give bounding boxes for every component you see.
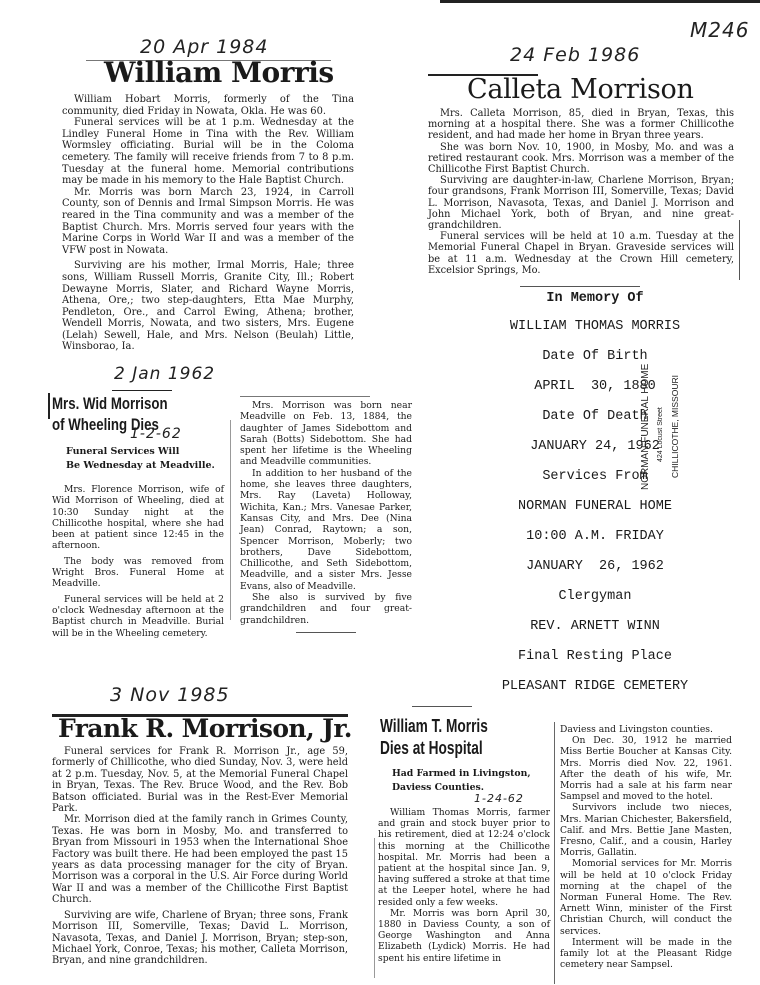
birth-date: APRIL 30, 1880 bbox=[534, 379, 656, 394]
date-note: 20 Apr 1984 bbox=[140, 36, 269, 58]
paragraph: Surviving are wife, Charlene of Bryan; three sons, Frank Morrison III, Somerville, Texas; David L. Morrison, Navasota, Texas, and Daniel J. Morrison, Bryan; step-son, Michael York, Conroe, Texas; his mother, Calleta Morrison, Bryan, and nine grandchildren. bbox=[52, 909, 348, 967]
paragraph: Interment will be made in the family lot at the Pleasant Ridge cemetery near Sampsel. bbox=[560, 936, 732, 971]
paragraph: Mr. Morrison died at the family ranch in Grimes County, Texas. He was born in Mosby, Mo. and transferred to Bryan from Missouri in 1953 when the International Shoe Factory was built there. He had been employed the past 15 years as data processing manager for the city of Bryan. Morrison was a corporal in the U.S. Air Force during World War II and was a member of the Chillicothe First Baptist Church. bbox=[52, 814, 348, 906]
headline: Calleta Morrison bbox=[467, 74, 694, 105]
article-body bbox=[62, 94, 354, 353]
headline: of Wheeling Dies bbox=[52, 415, 159, 434]
resting-place: PLEASANT RIDGE CEMETERY bbox=[501, 679, 689, 694]
subheadline: Daviess Counties. bbox=[392, 782, 484, 793]
services-date: JANUARY 26, 1962 bbox=[526, 559, 664, 574]
paragraph: Mr. Morris was born March 23, 1924, in Carroll County, son of Dennis and Irmal Simpson Morris. He was reared in the Tina community and was a member of the Baptist Church. Mrs. Morris served four years with the Marine Corps in World War II and was a member of the VFW post in Nowata. bbox=[62, 186, 354, 256]
label-death: Date Of Death bbox=[542, 409, 648, 424]
column-rule bbox=[48, 393, 50, 419]
article-body bbox=[428, 108, 734, 276]
paragraph: Surviving are daughter-in-law, Charlene Morrison, Bryan; four grandsons, Frank Morrison III, Somerville, Texas; David L. Morrison, Navasota, Texas, and Daniel J. Morrison and John Michael York, both of Bryan, and nine great-grandchildren. bbox=[428, 175, 734, 232]
column-rule bbox=[374, 838, 375, 978]
label-birth: Date Of Birth bbox=[542, 349, 648, 364]
subheadline: Had Farmed in Livingston, bbox=[392, 768, 531, 779]
paragraph: Funeral services will be at 1 p.m. Wednesday at the Lindley Funeral Home in Tina with the Rev. William Wormsley officiating. Burial will be in the Coloma cemetery. The family will receive friends from 7 to 8 p.m. Tuesday at the funeral home. Memorial contributions may be made in his memory to the Hale Baptist Church. bbox=[62, 117, 354, 187]
article-column-2 bbox=[240, 400, 412, 626]
page-reference: M246 bbox=[690, 18, 750, 42]
paragraph: Mr. Morris was born April 30, 1880 in Daviess County, a son of George Washington and Anna Elizabeth (Lydick) Morris. He had spent his entire lifetime in bbox=[378, 907, 550, 964]
paragraph: Momorial services for Mr. Morris will be held at 10 o'clock Friday morning at the chapel of the Norman Funeral Home. The Rev. Arnett Winn, minister of the First Christian Church, will conduct the services. bbox=[560, 858, 732, 937]
headline: William Morris bbox=[104, 56, 334, 89]
paragraph: The body was removed from Wright Bros. Funeral Home at Meadville. bbox=[52, 555, 224, 590]
article-column-2 bbox=[560, 724, 732, 970]
paragraph: Mrs. Florence Morrison, wife of Wid Morrison of Wheeling, died at 10:30 Sunday night at the Chillicothe hospital, where she had been at patient since 12:45 in the afternoon. bbox=[52, 484, 224, 552]
paragraph: William Hobart Morris, formerly of the Tina community, died Friday in Nowata, Okla. He was 60. bbox=[62, 94, 354, 117]
label-resting-place: Final Resting Place bbox=[518, 649, 672, 664]
article-column-1 bbox=[52, 484, 224, 639]
date-note: 1-2-62 bbox=[130, 426, 182, 442]
divider bbox=[240, 396, 370, 397]
label-clergyman: Clergyman bbox=[558, 589, 632, 604]
divider bbox=[296, 632, 356, 633]
clergyman-name: REV. ARNETT WINN bbox=[530, 619, 660, 634]
paragraph: Mrs. Calleta Morrison, 85, died in Bryan, Texas, this morning at a hospital there. She was a former Chillicothe resident, and had made her home in Bryan three years. bbox=[428, 108, 734, 142]
headline: William T. Morris bbox=[380, 716, 488, 736]
article-body bbox=[52, 746, 348, 967]
divider bbox=[520, 286, 640, 287]
deceased-name: WILLIAM THOMAS MORRIS bbox=[509, 319, 681, 334]
paragraph: Funeral services will be held at 10 a.m. Tuesday at the Memorial Funeral Chapel in Bryan. Graveside services will be at 11 a.m. Wednesday at the Crown Hill cemetery, Excelsior Springs, Mo. bbox=[428, 231, 734, 276]
date-note: 3 Nov 1985 bbox=[110, 684, 230, 706]
divider bbox=[112, 390, 172, 391]
date-note: 24 Feb 1986 bbox=[510, 44, 641, 66]
death-date: JANUARY 24, 1962 bbox=[530, 439, 660, 454]
column-rule bbox=[554, 722, 555, 984]
stamp-name: NORMAN FUNERAL HOME bbox=[640, 363, 651, 490]
clipping-edge bbox=[440, 0, 760, 3]
services-location: NORMAN FUNERAL HOME bbox=[518, 499, 672, 514]
column-rule bbox=[739, 220, 740, 280]
subheadline: Be Wednesday at Meadville. bbox=[66, 460, 215, 471]
paragraph: William Thomas Morris, farmer and grain and stock buyer prior to his retirement, died at 12:24 o'clock this morning at the Chillicothe hospital. Mr. Morris had been a patient at the hospital since Jan. 9, having suffered a stroke at that time at the Leeper hotel, where he had resided only a few weeks. bbox=[378, 807, 550, 908]
paragraph: Funeral services will be held at 2 o'clock Wednesday afternoon at the Baptist church in Meadville. Burial will be in the Wheeling cemetery. bbox=[52, 593, 224, 639]
label-services: Services From bbox=[542, 469, 648, 484]
paragraph: Surviving are his mother, Irmal Morris, Hale; three sons, William Russell Morris, Granite City, Ill.; Robert Dewayne Morris, Slater, and Richard Wayne Morris, Athena, Ore,; two step-daughters, Etta Mae Murphy, Pendleton, Ore., and Carrol Ewing, Athena; brother, Wendell Morris, Nowata, and two sisters, Mrs. Eugene (Lelah) Sewell, Hale, and Mrs. Nelson (Beulah) Little, Winsborao, Ia. bbox=[62, 260, 354, 353]
article-column-1 bbox=[378, 807, 550, 964]
paragraph: On Dec. 30, 1912 he married Miss Bertie Boucher at Kansas City. Mrs. Morris died Nov. 22, 1961. After the death of his wife, Mr. Morris had a sale at his farm near Sampsel and moved to the hotel. bbox=[560, 735, 732, 803]
services-time: 10:00 A.M. FRIDAY bbox=[526, 529, 664, 544]
stamp-street: 424 Locust Street bbox=[657, 407, 664, 462]
paragraph: Mrs. Morrison was born near Meadville on Feb. 13, 1884, the daughter of James Sidebottom and Sarah (Botts) Sidebottom. She had spent her lifetime is the Wheeling and Meadville communities. bbox=[240, 400, 412, 468]
headline: Dies at Hospital bbox=[380, 738, 483, 758]
headline: Mrs. Wid Morrison bbox=[52, 394, 168, 413]
column-rule bbox=[230, 420, 231, 620]
paragraph: In addition to her husband of the home, she leaves three daughters, Mrs. Ray (Laveta) Holloway, Wichita, Kan.; Mrs. Vanesae Parker, Kansas City, and Mrs. Dee (Nina Jean) Conrad, Raytown; a son, Spencer Morrison, Moberly; two brothers, Dave Sidebottom, Chillicothe, and Seth Sidebottom, Meadville, and a sister Mrs. Jesse Evans, also of Meadville. bbox=[240, 467, 412, 592]
paragraph: She also is survived by five grandchildren and four great-grandchildren. bbox=[240, 592, 412, 626]
stamp-city: CHILLICOTHE, MISSOURI bbox=[670, 375, 680, 478]
headline: Frank R. Morrison, Jr. bbox=[58, 714, 352, 743]
date-note: 2 Jan 1962 bbox=[114, 364, 216, 384]
card-heading: In Memory Of bbox=[546, 291, 644, 306]
subheadline: Funeral Services Will bbox=[66, 446, 180, 457]
paragraph: Daviess and Livingston counties. bbox=[560, 724, 713, 735]
paragraph: She was born Nov. 10, 1900, in Mosby, Mo. and was a retired restaurant cook. Mrs. Morrison was a member of the Chillicothe First Baptist Church. bbox=[428, 141, 734, 176]
date-note: 1-24-62 bbox=[474, 792, 524, 805]
paragraph: Funeral services for Frank R. Morrison Jr., age 59, formerly of Chillicothe, who died Sunday, Nov. 3, were held at 2 p.m. Tuesday, Nov. 5, at the Memorial Funeral Chapel in Bryan, Texas. The Rev. Bruce Wood, and the Rev. Bob Batson officiated. Burial was in the Rest-Ever Memorial Park. bbox=[52, 746, 348, 815]
paragraph: Survivors include two nieces, Mrs. Marian Chichester, Bakersfield, Calif. and Mrs. Bettie Jane Masten, Fresno, Calif., and a cousin, Harley Morris, Gallatin. bbox=[560, 802, 732, 859]
divider bbox=[412, 706, 472, 707]
